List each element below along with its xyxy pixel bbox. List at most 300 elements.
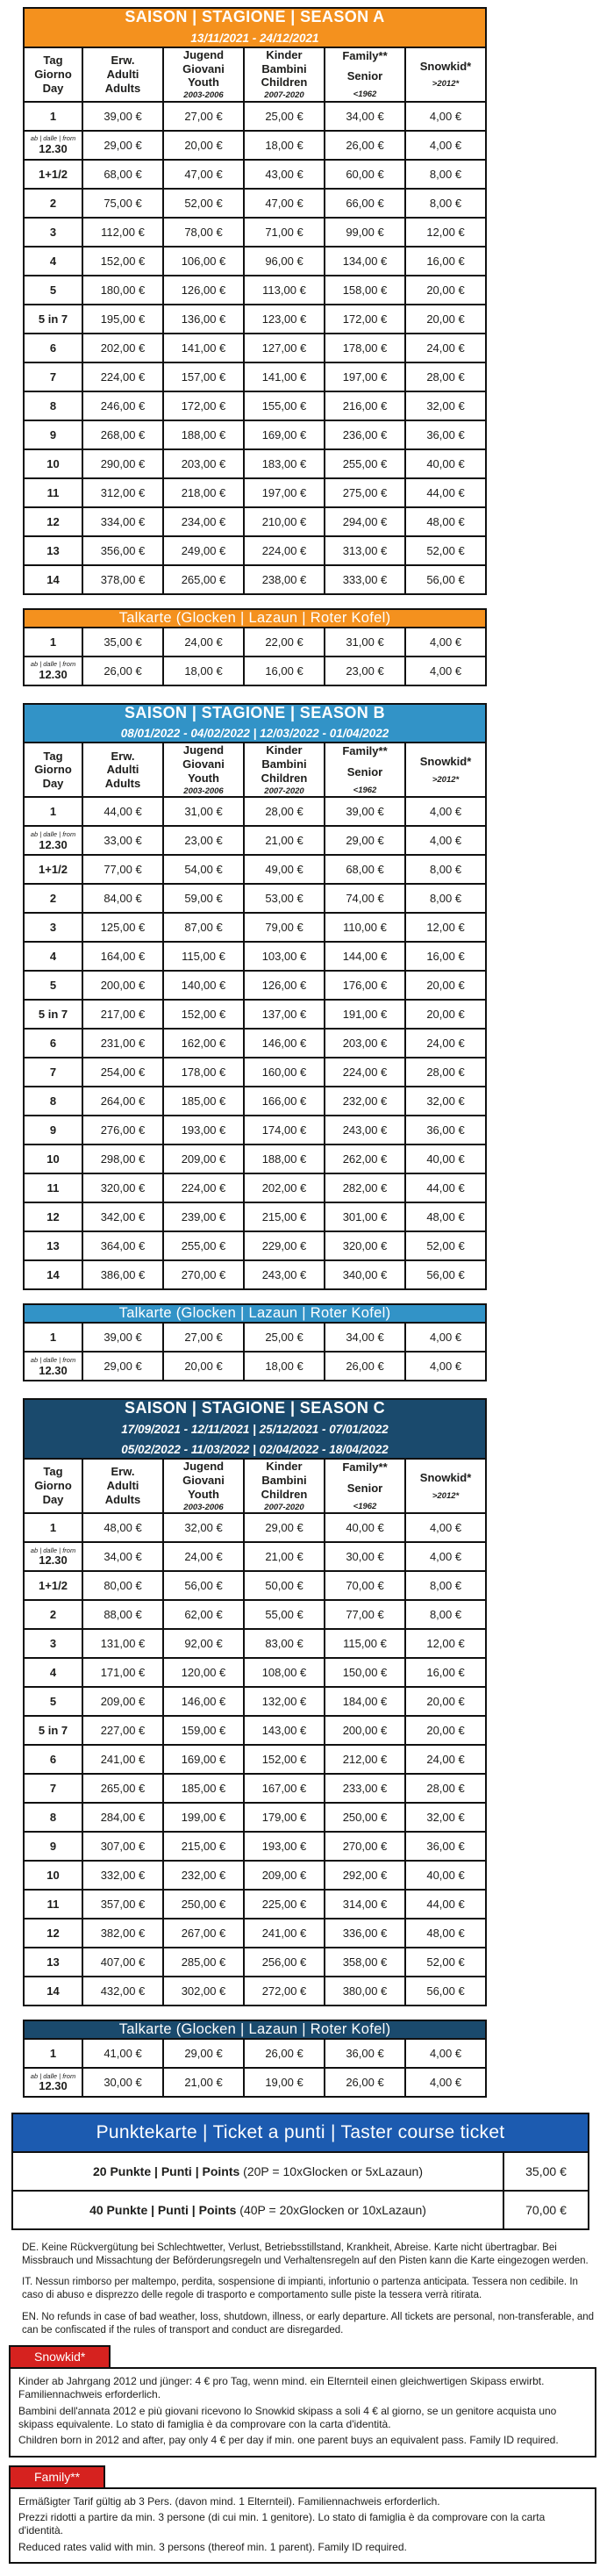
- price-cell: 160,00 €: [244, 1058, 325, 1087]
- price-cell: 380,00 €: [325, 1977, 405, 2006]
- day-cell: 4: [24, 247, 82, 276]
- price-cell: 313,00 €: [325, 536, 405, 565]
- price-cell: 4,00 €: [405, 2039, 486, 2068]
- price-cell: 12,00 €: [405, 913, 486, 942]
- price-cell: 26,00 €: [325, 131, 405, 160]
- price-cell: 166,00 €: [244, 1087, 325, 1116]
- price-cell: 20,00 €: [405, 276, 486, 305]
- price-row: [24, 1542, 486, 1571]
- price-cell: 26,00 €: [82, 657, 163, 685]
- footnote-paragraph: EN. No refunds in case of bad weather, loss, shutdown, illness, or early departure. All tickets are personal, non-transferable, and can be confiscated if the rules of transport and conduct are disregarded.: [22, 2311, 595, 2336]
- price-cell: 60,00 €: [325, 160, 405, 189]
- column-header-line: Kinder: [266, 47, 303, 61]
- price-cell: 48,00 €: [405, 1202, 486, 1231]
- column-header-line: Jugend: [182, 47, 225, 61]
- column-header-line: Senior: [346, 1481, 383, 1495]
- price-cell: 43,00 €: [244, 160, 325, 189]
- day-cell: 1+1/2: [24, 160, 82, 189]
- price-cell: 77,00 €: [82, 855, 163, 884]
- price-cell: 16,00 €: [405, 247, 486, 276]
- price-row: [24, 1231, 486, 1260]
- price-cell: 270,00 €: [163, 1260, 244, 1289]
- day-cell: 3: [24, 913, 82, 942]
- price-cell: 267,00 €: [163, 1919, 244, 1948]
- column-header-line: Erw.: [111, 749, 135, 763]
- day-cell: ab | dalle | from 12.30: [24, 657, 82, 685]
- price-cell: 29,00 €: [163, 2039, 244, 2068]
- col-header-day: [24, 743, 82, 797]
- price-cell: 21,00 €: [163, 2068, 244, 2097]
- price-cell: 217,00 €: [82, 1000, 163, 1029]
- price-cell: 54,00 €: [163, 855, 244, 884]
- price-cell: 233,00 €: [325, 1774, 405, 1803]
- price-cell: 24,00 €: [405, 1745, 486, 1774]
- punkte-label-bold: 40 Punkte | Punti | Points: [89, 2202, 237, 2217]
- price-cell: 255,00 €: [325, 449, 405, 478]
- family-badge: Family**: [9, 2465, 105, 2489]
- price-cell: 292,00 €: [325, 1861, 405, 1890]
- price-cell: 197,00 €: [325, 362, 405, 391]
- price-cell: 432,00 €: [82, 1977, 163, 2006]
- day-cell: 3: [24, 1629, 82, 1658]
- price-row: [24, 1977, 486, 2006]
- col-header-snowkid: [405, 743, 486, 797]
- price-row: [24, 884, 486, 913]
- price-cell: 8,00 €: [405, 884, 486, 913]
- price-cell: 4,00 €: [405, 1352, 486, 1381]
- price-row: [24, 1687, 486, 1716]
- col-header-youth: [163, 47, 244, 102]
- price-row: [24, 305, 486, 334]
- price-row: [24, 826, 486, 855]
- column-header-year-range: >2012*: [432, 79, 460, 90]
- col-header-family-senior: [325, 47, 405, 102]
- column-header-line: Jugend: [182, 1459, 225, 1473]
- footnotes: [22, 2242, 601, 2337]
- day-cell: 10: [24, 449, 82, 478]
- price-cell: 26,00 €: [325, 1352, 405, 1381]
- price-cell: 115,00 €: [163, 942, 244, 971]
- day-cell: 1+1/2: [24, 1571, 82, 1600]
- price-cell: 210,00 €: [244, 507, 325, 536]
- column-header-year-range: >2012*: [432, 775, 460, 786]
- price-row: [24, 507, 486, 536]
- day-cell: 12: [24, 507, 82, 536]
- price-cell: 112,00 €: [82, 218, 163, 247]
- price-cell: 12,00 €: [405, 218, 486, 247]
- price-cell: 155,00 €: [244, 391, 325, 420]
- price-cell: 146,00 €: [244, 1029, 325, 1058]
- col-header-day: [24, 1459, 82, 1513]
- column-header-line: Snowkid*: [419, 1470, 472, 1484]
- price-cell: 4,00 €: [405, 657, 486, 685]
- price-cell: 62,00 €: [163, 1600, 244, 1629]
- price-cell: 40,00 €: [405, 449, 486, 478]
- price-cell: 49,00 €: [244, 855, 325, 884]
- price-cell: 265,00 €: [82, 1774, 163, 1803]
- price-cell: 159,00 €: [163, 1716, 244, 1745]
- price-cell: 87,00 €: [163, 913, 244, 942]
- day-cell: 1: [24, 1513, 82, 1542]
- price-cell: 40,00 €: [405, 1144, 486, 1173]
- price-row: [24, 102, 486, 131]
- price-cell: 209,00 €: [163, 1144, 244, 1173]
- price-cell: 24,00 €: [163, 1542, 244, 1571]
- col-header-adults: [82, 743, 163, 797]
- price-row: [24, 1571, 486, 1600]
- price-cell: 74,00 €: [325, 884, 405, 913]
- column-header-line: Giovani: [182, 757, 225, 771]
- price-cell: 30,00 €: [325, 1542, 405, 1571]
- price-cell: 127,00 €: [244, 334, 325, 362]
- price-cell: 20,00 €: [163, 1352, 244, 1381]
- price-cell: 8,00 €: [405, 160, 486, 189]
- column-header-line: Children: [261, 1487, 308, 1501]
- price-cell: 285,00 €: [163, 1948, 244, 1977]
- price-cell: 137,00 €: [244, 1000, 325, 1029]
- talkarte-a-header: Talkarte (Glocken | Lazaun | Roter Kofel): [24, 609, 486, 628]
- price-cell: 143,00 €: [244, 1716, 325, 1745]
- price-cell: 56,00 €: [163, 1571, 244, 1600]
- price-cell: 262,00 €: [325, 1144, 405, 1173]
- price-cell: 158,00 €: [325, 276, 405, 305]
- price-cell: 298,00 €: [82, 1144, 163, 1173]
- price-cell: 31,00 €: [325, 628, 405, 657]
- punkte-price: 35,00 €: [503, 2152, 589, 2191]
- column-header-year-range: <1962: [353, 786, 377, 795]
- day-cell: 13: [24, 536, 82, 565]
- price-cell: 56,00 €: [405, 1260, 486, 1289]
- column-header-line: Giovani: [182, 1473, 225, 1487]
- price-row: [24, 855, 486, 884]
- col-header-adults: [82, 1459, 163, 1513]
- price-cell: 340,00 €: [325, 1260, 405, 1289]
- price-cell: 209,00 €: [82, 1687, 163, 1716]
- price-cell: 52,00 €: [405, 536, 486, 565]
- price-cell: 34,00 €: [325, 1323, 405, 1352]
- price-cell: 20,00 €: [405, 305, 486, 334]
- col-header-children: [244, 1459, 325, 1513]
- price-cell: 152,00 €: [82, 247, 163, 276]
- price-cell: 203,00 €: [325, 1029, 405, 1058]
- price-cell: 167,00 €: [244, 1774, 325, 1803]
- price-row: [24, 565, 486, 594]
- talkarte-c-table: [23, 2020, 487, 2098]
- price-cell: 4,00 €: [405, 102, 486, 131]
- price-cell: 27,00 €: [163, 1323, 244, 1352]
- price-row: [24, 1716, 486, 1745]
- price-cell: 23,00 €: [325, 657, 405, 685]
- price-cell: 26,00 €: [325, 2068, 405, 2097]
- price-cell: 224,00 €: [325, 1058, 405, 1087]
- price-cell: 44,00 €: [405, 478, 486, 507]
- price-cell: 16,00 €: [405, 942, 486, 971]
- price-cell: 188,00 €: [244, 1144, 325, 1173]
- price-cell: 32,00 €: [405, 391, 486, 420]
- price-cell: 80,00 €: [82, 1571, 163, 1600]
- day-cell: 14: [24, 1977, 82, 2006]
- price-cell: 307,00 €: [82, 1832, 163, 1861]
- day-cell: 10: [24, 1144, 82, 1173]
- day-cell: ab | dalle | from 12.30: [24, 2068, 82, 2097]
- col-header-snowkid: [405, 1459, 486, 1513]
- price-cell: 224,00 €: [163, 1173, 244, 1202]
- column-header-line: Kinder: [266, 743, 303, 757]
- price-cell: 52,00 €: [163, 189, 244, 218]
- price-cell: 224,00 €: [82, 362, 163, 391]
- column-header-year-range: 2003-2006: [183, 786, 224, 796]
- price-cell: 234,00 €: [163, 507, 244, 536]
- price-cell: 176,00 €: [325, 971, 405, 1000]
- price-cell: 48,00 €: [405, 507, 486, 536]
- column-header-line: Family**: [342, 48, 388, 62]
- punkte-label-bold: 20 Punkte | Punti | Points: [92, 2163, 240, 2178]
- price-cell: 275,00 €: [325, 478, 405, 507]
- talkarte-b-header: Talkarte (Glocken | Lazaun | Roter Kofel): [24, 1304, 486, 1323]
- day-cell: 1: [24, 797, 82, 826]
- price-row: [24, 1658, 486, 1687]
- day-cell: 7: [24, 362, 82, 391]
- day-cell: 2: [24, 1600, 82, 1629]
- column-header-line: Day: [42, 1492, 64, 1506]
- price-cell: 24,00 €: [405, 334, 486, 362]
- price-cell: 188,00 €: [163, 420, 244, 449]
- price-cell: 23,00 €: [163, 826, 244, 855]
- price-cell: 32,00 €: [405, 1087, 486, 1116]
- snowkid-note-box: [9, 2367, 596, 2458]
- price-cell: 162,00 €: [163, 1029, 244, 1058]
- day-prefix-label: ab | dalle | from: [30, 1546, 76, 1554]
- note-line: Ermäßigter Tarif gültig ab 3 Pers. (davon mind. 1 Elternteil). Familiennachweis erforderlich.: [18, 2494, 440, 2508]
- day-cell: 9: [24, 1116, 82, 1144]
- day-cell: ab | dalle | from 12.30: [24, 826, 82, 855]
- price-cell: 197,00 €: [244, 478, 325, 507]
- price-cell: 113,00 €: [244, 276, 325, 305]
- day-cell: 1: [24, 2039, 82, 2068]
- column-header-year-range: 2003-2006: [183, 90, 224, 101]
- price-cell: 246,00 €: [82, 391, 163, 420]
- price-cell: 16,00 €: [244, 657, 325, 685]
- price-cell: 20,00 €: [405, 1716, 486, 1745]
- day-cell: 5 in 7: [24, 1000, 82, 1029]
- price-cell: 79,00 €: [244, 913, 325, 942]
- price-row: [24, 1774, 486, 1803]
- snowkid-note: [9, 2345, 596, 2458]
- col-header-family-senior: [325, 743, 405, 797]
- day-cell: 11: [24, 478, 82, 507]
- price-row: [24, 160, 486, 189]
- price-cell: 184,00 €: [325, 1687, 405, 1716]
- price-cell: 169,00 €: [244, 420, 325, 449]
- column-header-year-range: 2007-2020: [264, 786, 304, 796]
- day-cell: 6: [24, 1745, 82, 1774]
- price-cell: 36,00 €: [405, 420, 486, 449]
- price-cell: 134,00 €: [325, 247, 405, 276]
- price-cell: 174,00 €: [244, 1116, 325, 1144]
- price-cell: 140,00 €: [163, 971, 244, 1000]
- price-cell: 56,00 €: [405, 565, 486, 594]
- price-row: [24, 189, 486, 218]
- price-cell: 4,00 €: [405, 1323, 486, 1352]
- day-cell: ab | dalle | from 12.30: [24, 131, 82, 160]
- price-cell: 68,00 €: [82, 160, 163, 189]
- price-cell: 4,00 €: [405, 1542, 486, 1571]
- day-cell: 2: [24, 189, 82, 218]
- column-header-line: Youth: [188, 1487, 219, 1501]
- price-cell: 4,00 €: [405, 628, 486, 657]
- price-cell: 34,00 €: [82, 1542, 163, 1571]
- price-cell: 131,00 €: [82, 1629, 163, 1658]
- price-row: [24, 1352, 486, 1381]
- price-cell: 75,00 €: [82, 189, 163, 218]
- column-header-line: Family**: [342, 744, 388, 758]
- price-cell: 386,00 €: [82, 1260, 163, 1289]
- price-cell: 53,00 €: [244, 884, 325, 913]
- season-c-table: [23, 1398, 487, 2006]
- day-cell: 14: [24, 1260, 82, 1289]
- price-cell: 18,00 €: [244, 131, 325, 160]
- day-cell: 4: [24, 1658, 82, 1687]
- price-cell: 172,00 €: [163, 391, 244, 420]
- price-cell: 215,00 €: [163, 1832, 244, 1861]
- day-cell: 1: [24, 628, 82, 657]
- price-row: [24, 797, 486, 826]
- day-cell: 6: [24, 334, 82, 362]
- column-header-line: Jugend: [182, 743, 225, 757]
- price-row: [24, 362, 486, 391]
- price-cell: 243,00 €: [244, 1260, 325, 1289]
- family-note-box: [9, 2487, 596, 2564]
- column-header-line: Youth: [188, 771, 219, 786]
- price-cell: 36,00 €: [325, 2039, 405, 2068]
- price-cell: 180,00 €: [82, 276, 163, 305]
- price-cell: 40,00 €: [405, 1861, 486, 1890]
- price-cell: 193,00 €: [163, 1116, 244, 1144]
- season-dates: 05/02/2022 - 11/03/2022 | 02/04/2022 - 18/04/2022: [121, 1443, 389, 1457]
- price-row: [24, 628, 486, 657]
- price-cell: 44,00 €: [405, 1890, 486, 1919]
- price-row: [24, 2068, 486, 2097]
- day-cell: 11: [24, 1890, 82, 1919]
- day-prefix-label: ab | dalle | from: [30, 134, 76, 143]
- price-cell: 255,00 €: [163, 1231, 244, 1260]
- note-line: Reduced rates valid with min. 3 persons (thereof min. 1 parent). Family ID required.: [18, 2540, 407, 2553]
- price-cell: 136,00 €: [163, 305, 244, 334]
- punkte-label: 40 Punkte | Punti | Points (40P = 20xGlocken or 10xLazaun): [12, 2191, 503, 2229]
- column-header-line: Snowkid*: [419, 755, 472, 769]
- punkte-row: [12, 2152, 589, 2191]
- col-header-day: [24, 47, 82, 102]
- column-header-line: Giorno: [34, 1479, 72, 1492]
- price-cell: 224,00 €: [244, 536, 325, 565]
- day-cell: 12: [24, 1202, 82, 1231]
- price-cell: 320,00 €: [82, 1173, 163, 1202]
- price-cell: 39,00 €: [82, 1323, 163, 1352]
- price-cell: 203,00 €: [163, 449, 244, 478]
- price-cell: 29,00 €: [325, 826, 405, 855]
- price-cell: 55,00 €: [244, 1600, 325, 1629]
- column-header-line: Adults: [104, 1492, 141, 1506]
- price-row: [24, 247, 486, 276]
- column-header-row: [24, 1459, 486, 1513]
- column-header-row: [24, 743, 486, 797]
- day-cell: 10: [24, 1861, 82, 1890]
- price-cell: 268,00 €: [82, 420, 163, 449]
- column-header-line: Adulti: [106, 763, 139, 777]
- price-cell: 357,00 €: [82, 1890, 163, 1919]
- price-cell: 29,00 €: [82, 131, 163, 160]
- price-cell: 4,00 €: [405, 2068, 486, 2097]
- price-cell: 229,00 €: [244, 1231, 325, 1260]
- column-header-line: Kinder: [266, 1459, 303, 1473]
- column-header-line: Erw.: [111, 1465, 135, 1479]
- price-cell: 302,00 €: [163, 1977, 244, 2006]
- price-cell: 241,00 €: [82, 1745, 163, 1774]
- col-header-family-senior: [325, 1459, 405, 1513]
- price-cell: 378,00 €: [82, 565, 163, 594]
- price-cell: 50,00 €: [244, 1571, 325, 1600]
- season-price-tables: [0, 7, 614, 2098]
- price-cell: 59,00 €: [163, 884, 244, 913]
- day-prefix-label: ab | dalle | from: [30, 2071, 76, 2080]
- price-cell: 28,00 €: [405, 362, 486, 391]
- price-row: [24, 276, 486, 305]
- price-cell: 193,00 €: [244, 1832, 325, 1861]
- price-cell: 216,00 €: [325, 391, 405, 420]
- price-cell: 47,00 €: [244, 189, 325, 218]
- day-cell: 9: [24, 420, 82, 449]
- column-header-line: Adults: [104, 81, 141, 95]
- price-cell: 178,00 €: [163, 1058, 244, 1087]
- col-header-adults: [82, 47, 163, 102]
- day-cell: 14: [24, 565, 82, 594]
- price-cell: 126,00 €: [163, 276, 244, 305]
- column-header-year-range: <1962: [353, 1501, 377, 1511]
- price-cell: 265,00 €: [163, 565, 244, 594]
- column-header-year-range: >2012*: [432, 1490, 460, 1501]
- price-row: [24, 657, 486, 685]
- column-header-line: Tag: [43, 1465, 63, 1479]
- price-cell: 144,00 €: [325, 942, 405, 971]
- price-row: [24, 1629, 486, 1658]
- price-cell: 249,00 €: [163, 536, 244, 565]
- column-header-line: Youth: [188, 75, 219, 90]
- season-dates: 08/01/2022 - 04/02/2022 | 12/03/2022 - 01/04/2022: [120, 727, 389, 741]
- day-cell: 6: [24, 1029, 82, 1058]
- season-title: SAISON | STAGIONE | SEASON C: [125, 1399, 386, 1417]
- price-cell: 77,00 €: [325, 1600, 405, 1629]
- day-cell: 13: [24, 1948, 82, 1977]
- price-cell: 39,00 €: [82, 102, 163, 131]
- price-row: [24, 131, 486, 160]
- punktekarte-section: [0, 2113, 614, 2230]
- day-cell: 7: [24, 1058, 82, 1087]
- price-row: [24, 420, 486, 449]
- column-header-line: Senior: [346, 765, 383, 779]
- price-cell: 183,00 €: [244, 449, 325, 478]
- column-header-line: Bambini: [261, 1473, 307, 1487]
- price-cell: 36,00 €: [405, 1832, 486, 1861]
- price-cell: 20,00 €: [405, 1687, 486, 1716]
- price-cell: 152,00 €: [244, 1745, 325, 1774]
- note-line: Prezzi ridotti a partire da min. 3 persone (di cui min. 1 genitore). Lo stato di famiglia è da comprovare con la carta d'identità.: [18, 2511, 546, 2537]
- price-cell: 18,00 €: [244, 1352, 325, 1381]
- price-row: [24, 1919, 486, 1948]
- price-cell: 30,00 €: [82, 2068, 163, 2097]
- price-cell: 106,00 €: [163, 247, 244, 276]
- price-cell: 256,00 €: [244, 1948, 325, 1977]
- price-cell: 36,00 €: [405, 1116, 486, 1144]
